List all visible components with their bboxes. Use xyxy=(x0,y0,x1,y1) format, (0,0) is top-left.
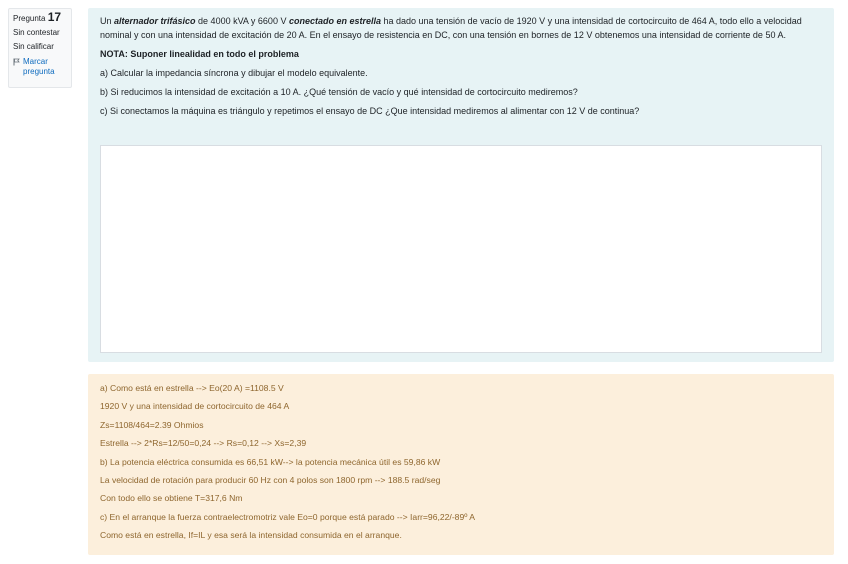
question-formulation xyxy=(88,8,834,362)
question-number-value: 17 xyxy=(47,10,62,24)
question-intro xyxy=(100,14,822,42)
question-number xyxy=(13,12,67,24)
flag-question-link[interactable] xyxy=(13,57,67,77)
feedback-line: 1920 V y una intensidad de cortocircuito de 464 A xyxy=(100,401,290,412)
question-part-c: c) Si conectamos la máquina es triángulo y repetimos el ensayo de DC ¿Que intensidad mediremos al alimentar con 12 V de continua? xyxy=(100,106,640,116)
feedback-line: b) La potencia eléctrica consumida es 66,51 kW--> la potencia mecánica útil es 59,86 kW xyxy=(100,456,441,467)
feedback-line: Zs=1108/464=2.39 Ohmios xyxy=(100,419,204,430)
feedback-line: c) En el arranque la fuerza contraelectromotriz vale Eo=0 porque está parado --> Iarr=96,22/-89º A xyxy=(100,511,476,522)
question-part-a: a) Calcular la impedancia síncrona y dibujar el modelo equivalente. xyxy=(100,68,368,78)
feedback-line: Como está en estrella, If=IL y esa será la intensidad consumida en el arranque. xyxy=(100,530,402,541)
feedback-line: Estrella --> 2*Rs=12/50=0,24 --> Rs=0,12 --> Xs=2,39 xyxy=(100,438,307,449)
question-label: Pregunta xyxy=(13,14,46,23)
question-info-panel xyxy=(8,8,72,88)
feedback-line: La velocidad de rotación para producir 60 Hz con 4 polos son 1800 rpm --> 188.5 rad/seg xyxy=(100,474,441,485)
intro-emphasis-1: alternador trifásico xyxy=(114,16,196,26)
question-part-b: b) Si reducimos la intensidad de excitación a 10 A. ¿Qué tensión de vacío y qué intensidad de cortocircuito mediremos? xyxy=(100,87,578,97)
intro-emphasis-2: conectado en estrella xyxy=(288,16,381,26)
intro-text-2: de 4000 kVA y 6600 V xyxy=(195,16,289,26)
intro-text-1: Un xyxy=(100,16,115,26)
question-grade: Sin calificar xyxy=(13,42,54,51)
feedback-line: Con todo ello se obtiene T=317,6 Nm xyxy=(100,493,243,504)
general-feedback xyxy=(88,374,834,555)
feedback-line: a) Como está en estrella --> Eo(20 A) =1108.5 V xyxy=(100,383,284,393)
question-note: NOTA: Suponer linealidad en todo el problema xyxy=(100,49,299,59)
intro-text-3: ha dado una tensión de vacío de 1920 V y una intensidad de cortocircuito de 464 A, todo ello a velocidad nominal y con una intensidad de excitación de 20 A. En el ensayo de resistencia en DC, con una tensión en bornes de 12 V obtenemos una intensidad de corriente de 50 A. xyxy=(100,16,802,40)
answer-textarea[interactable] xyxy=(100,145,822,353)
flag-question-label: Marcar pregunta xyxy=(23,57,55,76)
question-state: Sin contestar xyxy=(13,28,60,37)
flag-icon xyxy=(13,58,20,66)
